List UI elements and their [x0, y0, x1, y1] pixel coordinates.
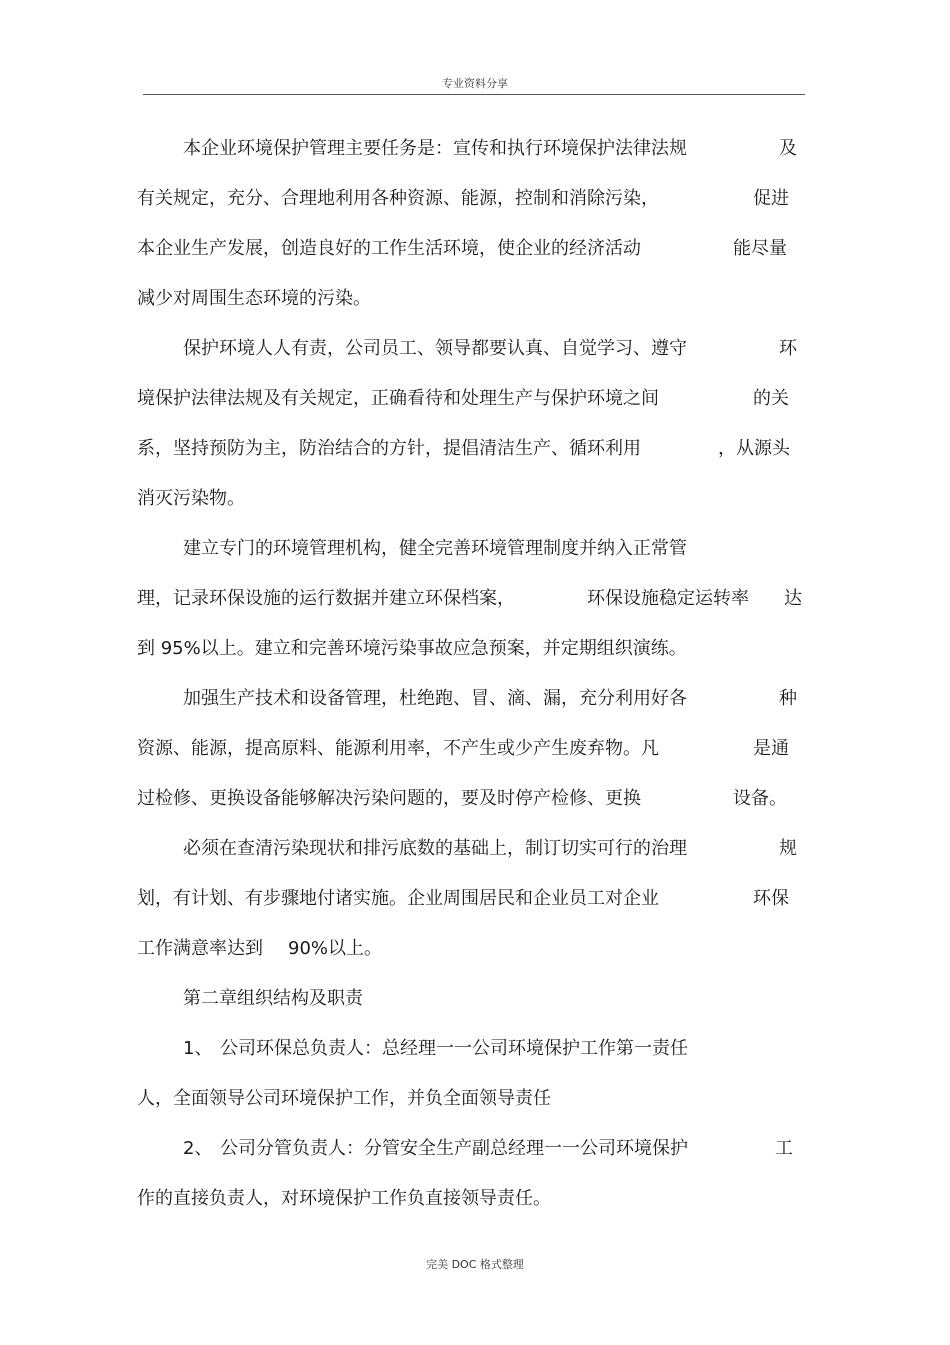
text-segment: 系，坚持预防为主，防治结合的方针，提倡清洁生产、循环利用	[137, 438, 641, 459]
text-segment: 理，记录环保设施的运行数据并建立环保档案，	[137, 588, 515, 609]
text-segment: 设备。	[733, 788, 787, 809]
text-segment: 划，有计划、有步骤地付诸实施。企业周围居民和企业员工对企业	[137, 888, 659, 909]
text-segment: 消灭污染物。	[137, 488, 245, 509]
text-segment: 资源、能源，提高原料、能源利用率，不产生或少产生废弃物。凡	[137, 738, 659, 759]
text-line	[0, 536, 950, 562]
text-line	[0, 736, 950, 762]
text-line	[0, 436, 950, 462]
text-line	[0, 936, 950, 962]
text-segment: 加强生产技术和设备管理，杜绝跑、冒、滴、漏，充分利用好各	[183, 688, 687, 709]
text-segment: 境保护法律法规及有关规定，正确看待和处理生产与保护环境之间	[137, 388, 659, 409]
text-line	[0, 786, 950, 812]
text-segment: 有关规定，充分、合理地利用各种资源、能源，控制和消除污染，	[137, 188, 659, 209]
page-footer: 完美 DOC 格式整理	[426, 1258, 524, 1271]
text-segment: 环保设施稳定运转率	[587, 588, 749, 609]
text-segment: 建立专门的环境管理机构，健全完善环境管理制度并纳入正常管	[183, 538, 687, 559]
text-segment: 公司分管负责人：分管安全生产副总经理一一公司环境保护	[220, 1138, 688, 1159]
text-line	[0, 336, 950, 362]
text-segment: 种	[779, 688, 797, 709]
text-line	[0, 1036, 950, 1062]
text-line	[0, 1186, 950, 1212]
text-segment: 能尽量	[733, 238, 787, 259]
text-segment: 本企业生产发展，创造良好的工作生活环境，使企业的经济活动	[137, 238, 641, 259]
text-segment: 是通	[753, 738, 789, 759]
text-segment: 减少对周围生态环境的污染。	[137, 288, 371, 309]
page-header: 专业资料分享	[442, 77, 508, 90]
text-segment: 环保	[753, 888, 789, 909]
text-segment: 工	[775, 1138, 793, 1159]
text-line	[0, 986, 950, 1012]
text-segment: 规	[779, 838, 797, 859]
text-segment: 90%以上。	[288, 938, 383, 959]
text-line	[0, 1136, 950, 1162]
text-segment: 公司环保总负责人：总经理一一公司环境保护工作第一责任	[220, 1038, 688, 1059]
text-segment: 过检修、更换设备能够解决污染问题的，要及时停产检修、更换	[137, 788, 641, 809]
text-line	[0, 286, 950, 312]
text-line	[0, 836, 950, 862]
text-segment: 工作满意率达到	[137, 938, 263, 959]
text-segment: 及	[779, 138, 797, 159]
text-segment: 的关	[753, 388, 789, 409]
text-line	[0, 1086, 950, 1112]
text-line	[0, 136, 950, 162]
text-segment: 保护环境人人有责，公司员工、领导都要认真、自觉学习、遵守	[183, 338, 687, 359]
text-segment: 到 95%以上。建立和完善环境污染事故应急预案，并定期组织演练。	[137, 638, 687, 659]
text-segment: 促进	[753, 188, 789, 209]
text-segment: 必须在查清污染现状和排污底数的基础上，制订切实可行的治理	[183, 838, 687, 859]
text-line	[0, 236, 950, 262]
text-segment: 2、	[183, 1138, 213, 1159]
text-line	[0, 686, 950, 712]
text-line	[0, 486, 950, 512]
text-segment: 人，全面领导公司环境保护工作，并负全面领导责任	[137, 1088, 551, 1109]
text-segment: 第二章组织结构及职责	[183, 988, 363, 1009]
text-segment: 环	[779, 338, 797, 359]
text-segment: 作的直接负责人，对环境保护工作负直接领导责任。	[137, 1188, 551, 1209]
text-segment: ，从源头	[718, 438, 790, 459]
text-line	[0, 886, 950, 912]
text-line	[0, 636, 950, 662]
text-segment: 本企业环境保护管理主要任务是：宣传和执行环境保护法律法规	[183, 138, 687, 159]
text-segment: 达	[784, 588, 802, 609]
header-rule	[143, 94, 805, 95]
text-line	[0, 386, 950, 412]
text-line	[0, 586, 950, 612]
text-segment: 1、	[183, 1038, 213, 1059]
text-line	[0, 186, 950, 212]
